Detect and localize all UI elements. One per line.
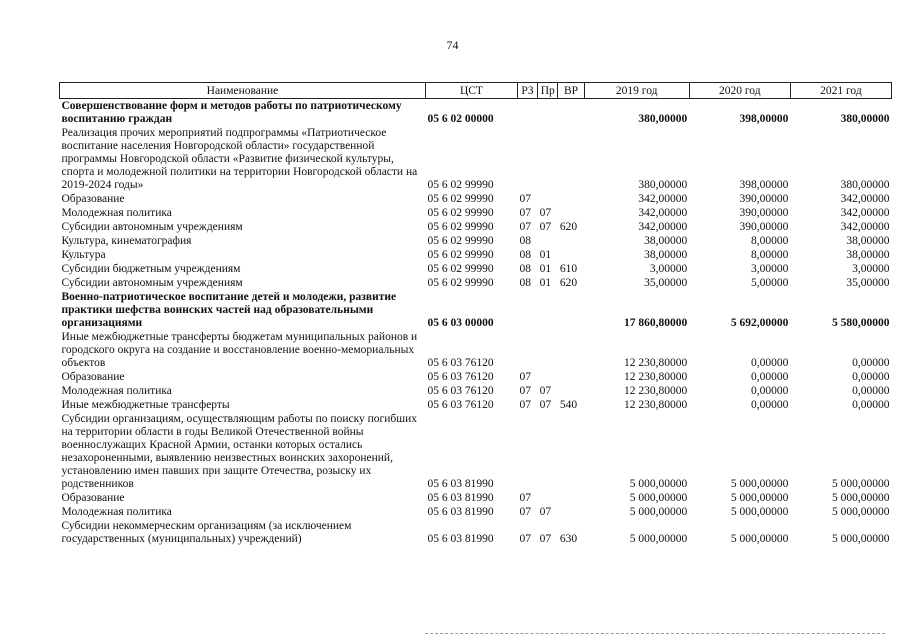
row-cst-cell: 05 6 02 99990	[427, 179, 494, 191]
row-2019-cell: 12 230,80000	[624, 385, 688, 397]
row-2019-cell: 342,00000	[638, 221, 688, 233]
row-rz-cell: 08	[519, 249, 531, 261]
row-2021-cell: 380,00000	[840, 179, 890, 191]
row-2020-cell: 5 000,00000	[730, 506, 789, 518]
row-cst-cell: 05 6 03 76120	[427, 371, 494, 383]
row-name-cell: Образование	[61, 492, 125, 504]
row-name-cell: Молодежная политика	[61, 506, 172, 518]
row-2020-cell: 0,00000	[750, 357, 789, 369]
table-row	[60, 192, 892, 206]
row-vr-cell	[558, 290, 584, 330]
row-2021-cell: 5 000,00000	[832, 478, 890, 490]
row-vr-cell: 620	[559, 277, 578, 289]
row-cst-cell: 05 6 03 81990	[427, 533, 494, 545]
row-cst-cell: 05 6 02 99990	[427, 263, 494, 275]
row-2019-cell: 3,00000	[649, 263, 688, 275]
row-2019-cell: 380,00000	[638, 113, 688, 125]
row-2020-cell: 5,00000	[750, 277, 789, 289]
row-vr-cell	[558, 126, 584, 192]
row-2019-cell: 17 860,80000	[624, 317, 688, 329]
row-cst-cell: 05 6 03 76120	[427, 385, 494, 397]
row-2019-cell: 35,00000	[644, 277, 688, 289]
row-2020-cell: 5 692,00000	[730, 317, 789, 329]
row-2020-cell: 0,00000	[750, 385, 789, 397]
row-name-cell: Культура	[61, 249, 106, 261]
row-2020-cell: 0,00000	[750, 371, 789, 383]
row-rz-cell	[517, 290, 537, 330]
header-2019: 2019 год	[584, 83, 689, 99]
header-rz: РЗ	[517, 83, 537, 99]
row-name-cell: Субсидии автономным учреждениям	[61, 221, 243, 233]
row-cst-cell: 05 6 03 81990	[427, 492, 494, 504]
row-vr-cell: 620	[559, 221, 578, 233]
row-pr-cell: 01	[539, 249, 552, 261]
row-2019-cell: 5 000,00000	[629, 533, 688, 545]
table-header-row	[60, 83, 892, 99]
row-cst-cell: 05 6 02 99990	[427, 221, 494, 233]
row-2020-cell: 5 000,00000	[730, 533, 789, 545]
row-rz-cell: 07	[519, 385, 531, 397]
row-2019-cell: 5 000,00000	[629, 492, 688, 504]
row-name-cell: Реализация прочих мероприятий подпрограммы «Патриотическое воспитание населения Новгородской области» государственной программы Новгородской области «Развитие физической культуры, спорта и молодежной политики на территории Новгородской области на 2019-2024 годы»	[61, 127, 418, 191]
row-2021-cell: 5 580,00000	[832, 317, 890, 329]
row-vr-cell	[558, 370, 584, 384]
row-pr-cell: 07	[539, 385, 552, 397]
row-2019-cell: 5 000,00000	[629, 506, 688, 518]
header-2021: 2021 год	[790, 83, 891, 99]
header-vr: ВР	[558, 83, 584, 99]
header-pr: Пр	[538, 83, 558, 99]
row-2020-cell: 398,00000	[739, 179, 789, 191]
row-rz-cell: 07	[519, 207, 531, 219]
row-vr-cell	[558, 248, 584, 262]
row-2020-cell: 5 000,00000	[730, 478, 789, 490]
row-vr-cell	[558, 412, 584, 491]
header-name: Наименование	[60, 83, 426, 99]
table-row	[60, 126, 892, 192]
row-2020-cell: 390,00000	[739, 193, 789, 205]
row-cst-cell: 05 6 02 99990	[427, 235, 494, 247]
row-name-cell: Субсидии бюджетным учреждениям	[61, 263, 241, 275]
row-vr-cell: 540	[559, 399, 578, 411]
row-2021-cell: 0,00000	[852, 371, 890, 383]
row-rz-cell: 07	[519, 533, 531, 545]
row-vr-cell	[558, 99, 584, 127]
row-vr-cell	[558, 330, 584, 370]
row-pr-cell: 07	[539, 506, 552, 518]
row-2019-cell: 12 230,80000	[624, 371, 688, 383]
row-2020-cell: 5 000,00000	[730, 492, 789, 504]
row-2019-cell: 342,00000	[638, 193, 688, 205]
table-row	[60, 330, 892, 370]
row-rz-cell: 07	[519, 492, 531, 504]
row-vr-cell	[558, 234, 584, 248]
row-2021-cell: 0,00000	[852, 385, 890, 397]
row-2019-cell: 380,00000	[638, 179, 688, 191]
row-name-cell: Субсидии организациям, осуществляющим работы по поиску погибших на территории области в годы Великой Отечественной войны военнослужащих Красной Армии, останки которых остались незахороненными, выявлению неизвестных воинских захоронений, установлению имен павших при защите Отечества, розыску их родственников	[61, 413, 418, 490]
row-pr-cell: 07	[539, 533, 552, 545]
row-pr-cell	[538, 234, 558, 248]
row-pr-cell: 01	[539, 277, 552, 289]
row-vr-cell	[558, 192, 584, 206]
row-2021-cell: 380,00000	[840, 113, 890, 125]
row-2020-cell: 3,00000	[750, 263, 789, 275]
row-cst-cell: 05 6 03 81990	[427, 478, 494, 490]
row-2020-cell: 0,00000	[750, 399, 789, 411]
row-vr-cell	[558, 505, 584, 519]
row-rz-cell	[517, 412, 537, 491]
table-row	[60, 206, 892, 220]
row-2021-cell: 342,00000	[840, 207, 890, 219]
row-cst-cell: 05 6 02 00000	[427, 113, 494, 125]
row-vr-cell: 630	[559, 533, 578, 545]
row-2021-cell: 342,00000	[840, 221, 890, 233]
row-vr-cell: 610	[559, 263, 578, 275]
row-rz-cell: 07	[519, 506, 531, 518]
row-cst-cell: 05 6 03 76120	[427, 357, 494, 369]
row-cst-cell: 05 6 03 76120	[427, 399, 494, 411]
row-2021-cell: 38,00000	[846, 249, 890, 261]
row-2019-cell: 12 230,80000	[624, 357, 688, 369]
row-rz-cell: 08	[519, 277, 531, 289]
table-row	[60, 248, 892, 262]
table-body	[60, 99, 892, 547]
row-pr-cell: 07	[539, 207, 552, 219]
row-rz-cell: 08	[519, 263, 531, 275]
row-rz-cell: 07	[519, 193, 531, 205]
row-2021-cell: 35,00000	[846, 277, 890, 289]
table-row	[60, 262, 892, 276]
row-rz-cell: 07	[519, 221, 531, 233]
row-pr-cell	[538, 412, 558, 491]
row-2021-cell: 38,00000	[846, 235, 890, 247]
row-name-cell: Культура, кинематография	[61, 235, 192, 247]
table-row	[60, 234, 892, 248]
row-name-cell: Образование	[61, 193, 125, 205]
table-row	[60, 370, 892, 384]
row-name-cell: Субсидии автономным учреждениям	[61, 277, 243, 289]
table-row	[60, 276, 892, 290]
row-2021-cell: 342,00000	[840, 193, 890, 205]
row-2019-cell: 12 230,80000	[624, 399, 688, 411]
row-2021-cell: 3,00000	[852, 263, 890, 275]
row-cst-cell: 05 6 03 00000	[427, 317, 494, 329]
row-2019-cell: 342,00000	[638, 207, 688, 219]
row-rz-cell: 08	[519, 235, 531, 247]
row-2021-cell: 0,00000	[852, 357, 890, 369]
row-name-cell: Молодежная политика	[61, 385, 172, 397]
row-name-cell: Образование	[61, 371, 125, 383]
row-pr-cell	[538, 491, 558, 505]
row-pr-cell: 01	[539, 263, 552, 275]
header-cst: ЦСТ	[425, 83, 517, 99]
row-rz-cell	[517, 330, 537, 370]
table-row	[60, 220, 892, 234]
row-name-cell: Военно-патриотическое воспитание детей и молодежи, развитие практики шефства воинских частей над образовательными организациями	[61, 291, 397, 329]
row-vr-cell	[558, 206, 584, 220]
row-name-cell: Совершенствование форм и методов работы по патриотическому воспитанию граждан	[61, 100, 402, 125]
row-name-cell: Субсидии некоммерческим организациям (за исключением государственных (муниципальных) учреждений)	[61, 520, 352, 545]
table-row	[60, 491, 892, 505]
header-2020: 2020 год	[689, 83, 790, 99]
row-2020-cell: 390,00000	[739, 221, 789, 233]
row-pr-cell	[538, 330, 558, 370]
row-pr-cell	[538, 290, 558, 330]
table-row	[60, 290, 892, 330]
row-2020-cell: 8,00000	[750, 249, 789, 261]
row-cst-cell: 05 6 02 99990	[427, 277, 494, 289]
row-cst-cell: 05 6 03 81990	[427, 506, 494, 518]
row-pr-cell	[538, 126, 558, 192]
row-rz-cell: 07	[519, 399, 531, 411]
table-row	[60, 412, 892, 491]
row-2021-cell: 5 000,00000	[832, 492, 890, 504]
row-name-cell: Иные межбюджетные трансферты бюджетам муниципальных районов и городского округа на создание и восстановление военно-мемориальных объектов	[61, 331, 418, 369]
row-cst-cell: 05 6 02 99990	[427, 249, 494, 261]
row-cst-cell: 05 6 02 99990	[427, 207, 494, 219]
table-row	[60, 99, 892, 127]
row-2021-cell: 5 000,00000	[832, 533, 890, 545]
row-rz-cell	[517, 99, 537, 127]
row-name-cell: Молодежная политика	[61, 207, 172, 219]
row-rz-cell	[517, 126, 537, 192]
row-2020-cell: 8,00000	[750, 235, 789, 247]
row-vr-cell	[558, 491, 584, 505]
row-pr-cell	[538, 99, 558, 127]
table-row	[60, 398, 892, 412]
table-row	[60, 519, 892, 546]
budget-table	[59, 82, 892, 546]
row-pr-cell	[538, 370, 558, 384]
row-rz-cell: 07	[519, 371, 531, 383]
row-2021-cell: 0,00000	[852, 399, 890, 411]
page-number: 74	[446, 38, 459, 52]
table-row	[60, 505, 892, 519]
row-2019-cell: 5 000,00000	[629, 478, 688, 490]
page-bottom-divider	[425, 633, 885, 635]
row-2020-cell: 390,00000	[739, 207, 789, 219]
row-pr-cell	[538, 192, 558, 206]
row-2021-cell: 5 000,00000	[832, 506, 890, 518]
row-vr-cell	[558, 384, 584, 398]
row-name-cell: Иные межбюджетные трансферты	[61, 399, 230, 411]
row-pr-cell: 07	[539, 399, 552, 411]
row-2019-cell: 38,00000	[644, 235, 688, 247]
row-2019-cell: 38,00000	[644, 249, 688, 261]
table-row	[60, 384, 892, 398]
row-pr-cell: 07	[539, 221, 552, 233]
row-cst-cell: 05 6 02 99990	[427, 193, 494, 205]
row-2020-cell: 398,00000	[739, 113, 789, 125]
